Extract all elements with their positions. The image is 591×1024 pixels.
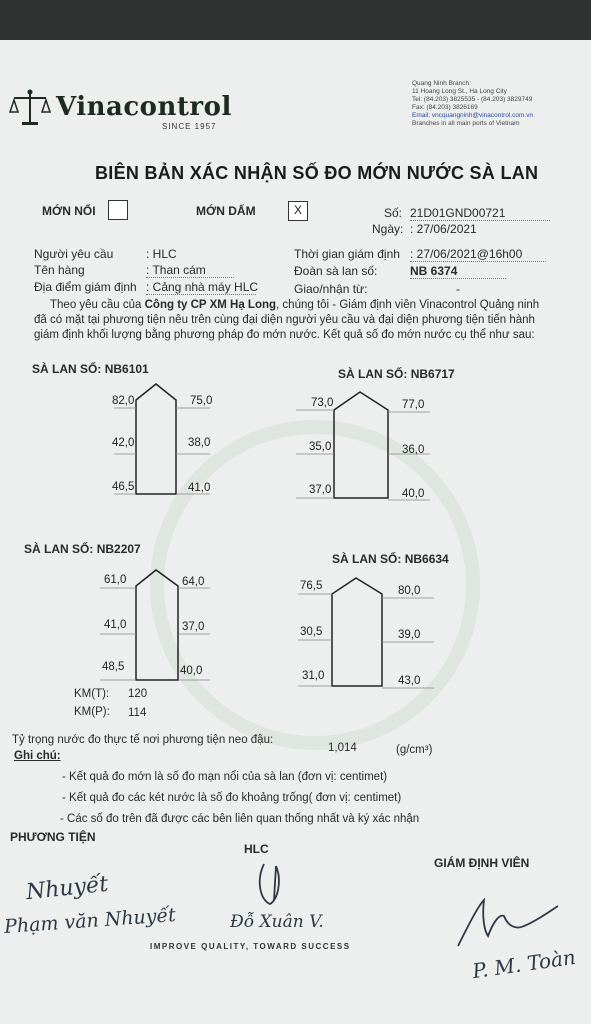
km-p-label: KM(P): — [74, 706, 110, 718]
mon-noi-checkbox — [108, 200, 128, 220]
intro-part2: , chúng tôi - Giám định viên Vinacontrol Quảng ninh đã có mặt tại phương tiện nêu trên cùng đại diện người yêu cầu và đại diện phương tiện tiến hành giám định khối lượng bằng phương pháp đo mớn nước. Kết quả số đo mớn nước cụ thể như sau: — [34, 299, 540, 341]
barge-label: SÀ LAN SỐ: NB6717 — [338, 367, 455, 381]
note-item: - Kết quả đo các két nước là số đo khoảng trống( đơn vị: centimet) — [62, 792, 402, 804]
km-t-value: 120 — [128, 688, 148, 700]
draft-value: 37,0 — [182, 621, 205, 633]
draft-value: 73,0 — [311, 397, 334, 409]
draft-value: 31,0 — [302, 670, 325, 682]
mon-noi-label: MỚN NỔI — [42, 204, 96, 218]
intro-company: Công ty CP XM Hạ Long — [144, 299, 277, 311]
branch-line: Fax: (84.203) 3826169 — [412, 104, 478, 111]
inspector-signature: P. M. Toàn — [470, 944, 578, 984]
density-label: Tỷ trọng nước đo thực tế nơi phương tiện neo đậu: — [12, 734, 274, 746]
draft-value: 80,0 — [398, 585, 421, 597]
km-t-label: KM(T): — [74, 688, 110, 700]
time-value: : 27/06/2021@16h00 — [410, 247, 546, 262]
so-value: 21D01GND00721 — [410, 206, 550, 221]
draft-value: 38,0 — [188, 437, 211, 449]
density-value: 1,014 — [328, 742, 357, 754]
inspector-sign-label: GIÁM ĐỊNH VIÊN — [434, 856, 530, 870]
brand-name: Vinacontrol — [56, 92, 232, 122]
mon-dam-label: MỚN DẤM — [196, 204, 256, 218]
draft-value: 61,0 — [104, 574, 127, 586]
draft-value: 46,5 — [112, 481, 135, 493]
scales-logo-icon — [8, 88, 52, 128]
branch-line: 11 Hoang Long St., Ha Long City — [412, 88, 507, 95]
vehicle-signature: Nhuyết — [24, 871, 110, 906]
ngay-value: : 27/06/2021 — [410, 222, 477, 236]
convoy-value: NB 6374 — [410, 264, 506, 279]
hlc-signature-mark — [252, 860, 292, 910]
hlc-signature: Đỗ Xuân V. — [230, 912, 324, 932]
note-item: - Kết quả đo mớn là số đo mạn nổi của sà lan (đơn vị: centimet) — [62, 771, 388, 783]
requester-value: : HLC — [146, 247, 177, 261]
draft-value: 75,0 — [190, 395, 213, 407]
branch-line: Branches in all main ports of Vietnam — [412, 120, 520, 127]
so-label: Số: — [384, 206, 403, 220]
mon-dam-checkbox: X — [288, 201, 308, 221]
branch-line: Email: vncquangninh@vinacontrol.com.vn — [412, 112, 534, 119]
footer-slogan: IMPROVE QUALITY, TOWARD SUCCESS — [150, 942, 351, 951]
draft-value: 43,0 — [398, 675, 421, 687]
delivery-value: - — [456, 282, 460, 296]
intro-part1: Theo yêu cầu của — [50, 299, 145, 311]
document-title: BIÊN BẢN XÁC NHẬN SỐ ĐO MỚN NƯỚC SÀ LAN — [95, 163, 539, 183]
draft-value: 82,0 — [112, 395, 135, 407]
draft-value: 48,5 — [102, 661, 125, 673]
vehicle-signature-name: Phạm văn Nhuyết — [3, 904, 177, 938]
barge-label: SÀ LAN SỐ: NB6634 — [332, 552, 449, 566]
draft-value: 30,5 — [300, 626, 323, 638]
inspector-signature-mark — [454, 886, 564, 956]
km-p-value: 114 — [128, 707, 147, 719]
density-unit: (g/cm³) — [396, 744, 433, 756]
notes-title: Ghi chú: — [14, 750, 61, 762]
draft-value: 40,0 — [180, 665, 203, 677]
draft-value: 41,0 — [188, 482, 211, 494]
draft-value: 36,0 — [402, 444, 425, 456]
document-page — [0, 40, 591, 1024]
convoy-label: Đoàn sà lan số: — [294, 264, 378, 278]
ngay-label: Ngày: — [372, 222, 404, 236]
draft-value: 40,0 — [402, 488, 425, 500]
goods-value: : Than cám — [146, 263, 234, 278]
barge-label: SÀ LAN SỐ: NB2207 — [24, 542, 141, 556]
goods-label: Tên hàng — [34, 263, 85, 277]
draft-value: 42,0 — [112, 437, 135, 449]
barge-label: SÀ LAN SỐ: NB6101 — [32, 362, 149, 376]
place-label: Địa điểm giám định — [34, 280, 137, 294]
brand-since: SINCE 1957 — [162, 122, 217, 131]
draft-value: 64,0 — [182, 576, 205, 588]
draft-value: 76,5 — [300, 580, 323, 592]
draft-value: 39,0 — [398, 629, 421, 641]
branch-info — [412, 80, 533, 128]
requester-label: Người yêu cầu — [34, 247, 114, 261]
place-value: : Cảng nhà máy HLC — [146, 280, 259, 294]
draft-value: 37,0 — [309, 484, 332, 496]
vehicle-sign-label: PHƯƠNG TIỆN — [10, 830, 96, 844]
draft-value: 41,0 — [104, 619, 127, 631]
logo — [8, 88, 52, 133]
branch-line: Tel: (84.203) 3825535 - (84.203) 3829749 — [412, 96, 533, 103]
branch-line: Quang Ninh Branch: — [412, 80, 471, 87]
draft-value: 77,0 — [402, 399, 425, 411]
delivery-label: Giao/nhận từ: — [294, 282, 368, 296]
hlc-sign-label: HLC — [244, 842, 269, 856]
note-item: - Các số đo trên đã được các bên liên quan thống nhất và ký xác nhận — [60, 813, 420, 825]
intro-paragraph — [34, 298, 554, 343]
draft-value: 35,0 — [309, 441, 332, 453]
time-label: Thời gian giám định — [294, 247, 400, 261]
